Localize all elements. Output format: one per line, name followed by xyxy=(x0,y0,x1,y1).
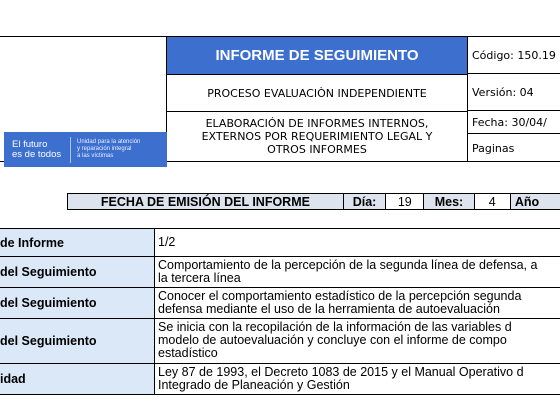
procedure-name xyxy=(167,112,468,161)
logo-left-text xyxy=(4,140,70,160)
row-label: idad xyxy=(0,364,155,394)
row-value-line: Integrado de Planeación y Gestión xyxy=(158,378,350,392)
document-date: Fecha: 30/04/ xyxy=(468,112,560,134)
report-info-table xyxy=(0,228,560,395)
procedure-line-3: OTROS INFORMES xyxy=(267,143,367,156)
row-value-line: Conocer el comportamiento estadístico de la percepción segunda xyxy=(158,289,522,303)
document-code: Código: 150.19 xyxy=(468,37,560,74)
row-value-line: Se inicia con la recopilación de la información de las variables d xyxy=(158,320,512,334)
day-value: 19 xyxy=(386,194,424,209)
month-label: Mes: xyxy=(424,194,474,209)
logo-line-1: El futuro xyxy=(12,138,48,150)
document-header xyxy=(0,36,560,162)
row-value-line: la tercera línea xyxy=(158,271,241,285)
row-value-line: Comportamiento de la percepción de la segunda línea de defensa, a xyxy=(158,258,538,272)
document-title: INFORME DE SEGUIMIENTO xyxy=(167,37,468,75)
row-label: de Informe xyxy=(0,229,155,256)
row-value xyxy=(155,319,560,363)
document-pages: Paginas xyxy=(472,141,515,155)
issue-date-label: FECHA DE EMISIÓN DEL INFORME xyxy=(68,194,344,209)
document-version: Versión: 04 xyxy=(468,75,560,111)
table-row xyxy=(0,257,560,288)
row-value-line: estadístico xyxy=(158,346,218,360)
table-row xyxy=(0,364,560,395)
row-value-line: 1/2 xyxy=(158,235,176,249)
procedure-line-2: EXTERNOS POR REQUERIMIENTO LEGAL Y xyxy=(201,130,433,143)
row-value xyxy=(155,257,560,287)
procedure-line-1: ELABORACIÓN DE INFORMES INTERNOS, xyxy=(205,117,429,130)
logo-line-3: Unidad para la atención xyxy=(77,139,141,145)
table-row xyxy=(0,288,560,319)
year-label: Año xyxy=(514,194,540,209)
logo-divider xyxy=(70,137,71,163)
entity-logo xyxy=(4,132,167,167)
logo-cell xyxy=(0,37,167,161)
row-label: del Seguimiento xyxy=(0,319,155,363)
day-label: Día: xyxy=(344,194,386,209)
row-value-line: modelo de autoevaluación y concluye con el informe de compo xyxy=(158,333,507,347)
row-label: del Seguimiento xyxy=(0,257,155,287)
row-value-line: Ley 87 de 1993, el Decreto 1083 de 2015 y el Manual Operativo d xyxy=(158,365,524,379)
table-row xyxy=(0,319,560,364)
logo-right-text xyxy=(77,139,163,160)
process-name: PROCESO EVALUACIÒN INDEPENDIENTE xyxy=(167,75,468,112)
month-value: 4 xyxy=(475,194,511,209)
row-value xyxy=(155,288,560,318)
row-value xyxy=(155,229,560,256)
logo-line-4: y reparación integral xyxy=(77,146,132,152)
row-label: del Seguimiento xyxy=(0,288,155,318)
table-row xyxy=(0,228,560,257)
row-value xyxy=(155,364,560,394)
issue-date-bar xyxy=(67,193,560,210)
logo-line-2: es de todos xyxy=(12,148,62,160)
logo-line-5: a las víctimas xyxy=(77,153,114,159)
row-value-line: defensa mediante el uso de la herramienta de autoevaluación xyxy=(158,302,500,316)
